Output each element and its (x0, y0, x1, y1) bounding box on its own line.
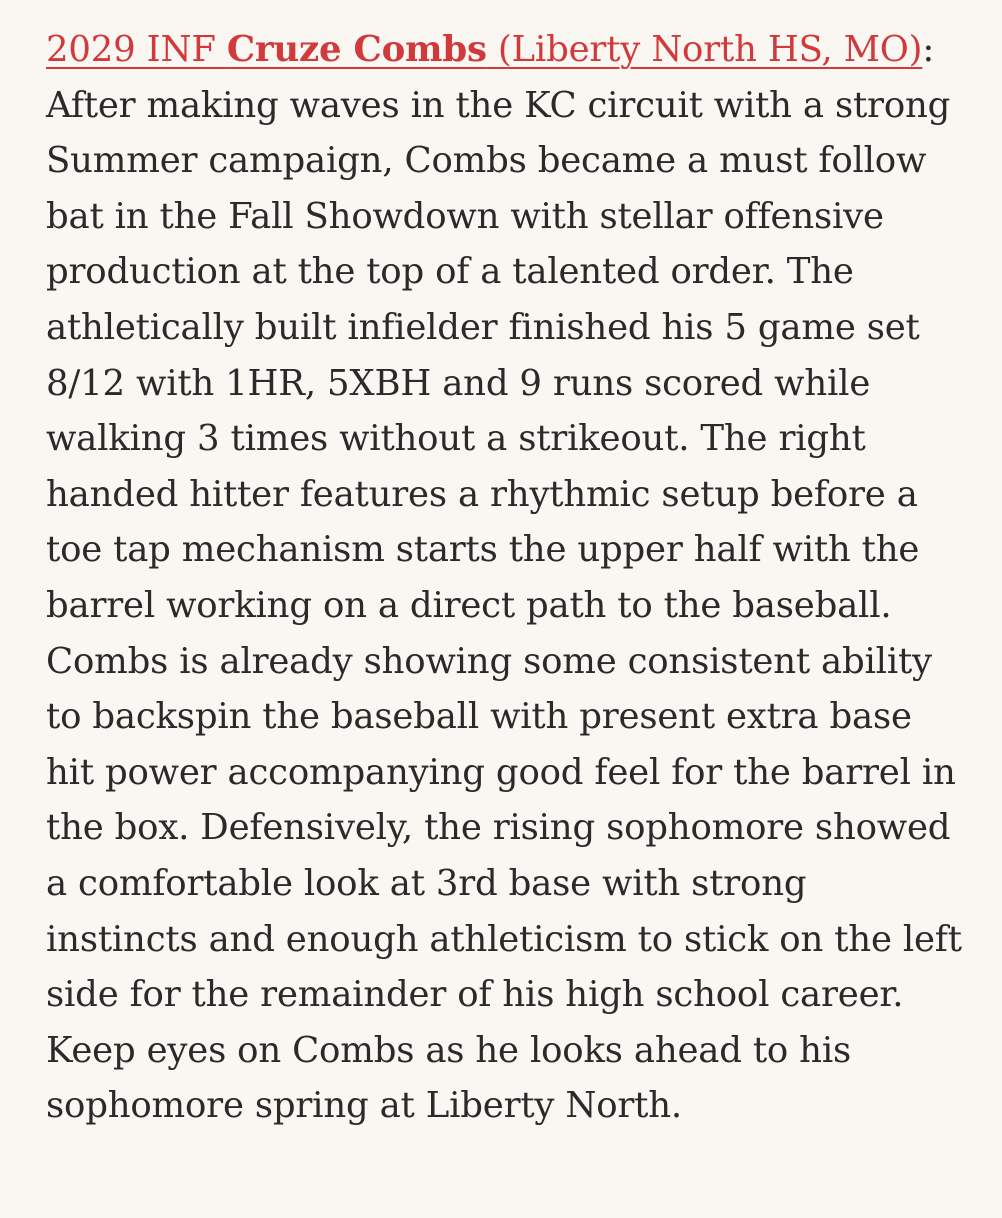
article-entry (46, 22, 966, 1134)
school-link[interactable] (487, 29, 922, 70)
heading-colon: : (922, 29, 935, 70)
player-name: Cruze Combs (226, 29, 487, 70)
next-entry-link-fragment[interactable] (46, 1178, 986, 1218)
next-entry-cutoff (46, 1178, 986, 1218)
entry-heading (46, 22, 966, 78)
entry-body: After making waves in the KC circuit with a strong Summer campaign, Combs became a must follow bat in the Fall Showdown with stellar offensive production at the top of a talented order. The athletically built infielder finished his 5 game set 8/12 with 1HR, 5XBH and 9 runs scored while walking 3 times without a strikeout. The right handed hitter features a rhythmic setup before a toe tap mechanism starts the upper half with the barrel working on a direct path to the baseball. Combs is already showing some consistent ability to backspin the baseball with present extra base hit power accompanying good feel for the barrel in the box. Defensively, the rising sophomore showed a comfortable look at 3rd base with strong instincts and enough athleticism to stick on the left side for the remainder of his high school career. Keep eyes on Combs as he looks ahead to his sophomore spring at Liberty North. (46, 84, 962, 1127)
grad-year-position: 2029 INF (46, 29, 227, 70)
player-link[interactable] (46, 29, 487, 70)
school-name: (Liberty North HS, MO) (486, 29, 923, 70)
